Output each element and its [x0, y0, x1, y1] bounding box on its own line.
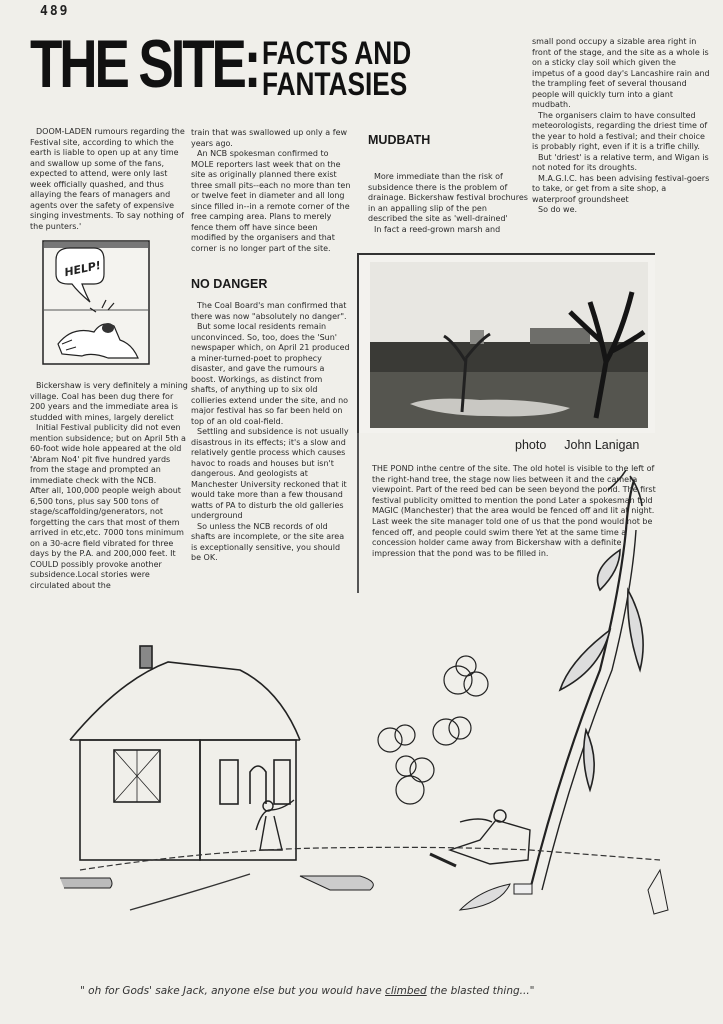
leaf — [628, 590, 643, 670]
beanstalk-stem — [530, 480, 634, 890]
help-cartoon — [42, 240, 150, 365]
paragraph: DOOM-LADEN rumours regarding the Festival site, according to which the earth is liable to open up at any time and swallow up some of the fans, expected to attend, were only last week officially quashed, and thus allaying the fears of managers and agents over the safety of expensive singing investments. To say nothing of the punters.' — [30, 127, 185, 231]
leaf — [584, 730, 594, 790]
speech-text: HELP! — [63, 258, 103, 280]
headline-sub-line1: FACTS AND — [262, 35, 412, 71]
man-head — [494, 810, 506, 822]
paragraph: In fact a reed-grown marsh and — [374, 224, 501, 234]
paragraph: More immediate than the risk of subsidence there is the problem of drainage. Bickershaw festival brochures in an appalling slip of the pen described the site as 'well-drained' — [368, 172, 528, 223]
paragraph: M.A.G.I.C. has been advising festival-goers to take, or get from a site shop, a waterproof groundsheet — [532, 173, 710, 204]
woman-figure — [256, 800, 294, 850]
cottage — [70, 646, 300, 860]
paragraph: But some local residents remain unconvinced. So, too, does the 'Sun' newspaper which, on April 21 produced a miner-turned-poet to prophecy disaster, and gave the rumours a boost. Workings, as distinct from shafts, of anything up to six old collieries extend under the site, and no major festival has so far been held on top of an old coal-field. — [191, 322, 350, 426]
paragraph: small pond occupy a sizable area right in front of the stage, and the site as a whole is on a sticky clay soil which given the impetus of a good day's Lancashire rain and the trampling feet of several thousand people will quickly turn into a giant mudbath. — [532, 37, 710, 109]
woman — [256, 800, 294, 850]
path-line — [130, 874, 250, 910]
column-3-body — [368, 172, 528, 235]
paragraph: After all, 100,000 people weigh about 6,500 tons, plus say 500 tons of stage/scaffolding/generators, not forgetting the cars that most of them arrived in etc,etc. 7000 tons minimum on a 30-acre field vibrated for three days by the P.A. and 200,000 feet. It COULD possibly provoke another subsidence.Local stories were circulated about the — [30, 486, 184, 590]
caption-before: " oh for Gods' sake Jack, anyone else but you would have — [80, 985, 386, 997]
window-right-1 — [220, 760, 238, 804]
seated-man — [430, 810, 530, 866]
paragraph: Settling and subsidence is not usually disastrous in its effects; it's a slow and relatively gentle process which causes havoc to roads and houses but isn't dangerous. And geologists at Manchester University reckoned that it would take more than a few thousand watts of PA to disturb the old galleries underground — [191, 427, 349, 520]
beanstalk-top — [608, 470, 642, 506]
cartoon-shading — [44, 242, 148, 248]
headline-sub — [262, 35, 412, 102]
column-1-intro — [30, 127, 188, 232]
paragraph: So do we. — [538, 205, 578, 214]
heading-mudbath: MUDBATH — [368, 133, 431, 147]
heading-no-danger: NO DANGER — [191, 277, 268, 291]
cottage-wall-left — [80, 740, 200, 860]
headline-main: THE SITE: — [30, 26, 259, 102]
chimney — [140, 646, 152, 668]
smoke-clouds — [378, 656, 488, 804]
roof-outline — [70, 662, 300, 740]
beanstalk-cartoon — [60, 470, 680, 950]
cottage-wall-right — [200, 740, 296, 860]
headline-sub-line2: FANTASIES — [262, 66, 408, 102]
pipe — [460, 819, 492, 822]
box — [514, 884, 532, 894]
page-number: 489 — [40, 4, 70, 19]
photo-credit-label: photo — [515, 438, 547, 452]
woman-head — [263, 801, 273, 811]
distant-buildings — [530, 328, 590, 344]
shouting-mouth — [102, 323, 114, 333]
cartoon-caption — [80, 985, 640, 997]
beanstalk-stem-inner — [542, 530, 636, 890]
artist-signature — [648, 870, 668, 914]
paragraph: The Coal Board's man confirmed that there was now "absolutely no danger". — [191, 301, 347, 321]
leaf — [598, 550, 621, 590]
caption-after: the blasted thing..." — [426, 985, 535, 997]
paragraph: The organisers claim to have consulted meteorologists, regarding the driest time of the year to hold a festival; and their choice is probably right, even if it is a trifle chilly. — [532, 110, 708, 151]
window-lattice — [114, 750, 160, 802]
paragraph: Initial Festival publicity did not even mention subsidence; but on April 5th a 60-foot wide hole appeared at the old 'Abram No4' pit five hundred yards from the stage and prompted an immediate check with the NCB. — [30, 423, 186, 485]
paragraph: An NCB spokesman confirmed to MOLE reporters last week that on the site as originally planned there exist three small pits--each no more than ten or twelve feet in diameter and all long since filled in--in a remote corner of the free camping area. Plans to merely fence them off have since been modified by the organisers and that corner is no longer part of the site. — [191, 149, 351, 253]
man-body — [450, 820, 530, 864]
column-2-intro — [191, 128, 351, 254]
pond-edge — [60, 878, 112, 888]
man-boot — [430, 854, 456, 866]
photo-caption: THE POND inthe centre of the site. The old hotel is visible to the left of the right-hand tree, the stage now lies between it and the camera viewpoint. Part of the reed bed can be seen beyond the pond. The first festival publicity omitted to mention the pond Later a spokesman told MAGIC (Manchester) that the area would be fenced off and lit at night. Last week the site manager told one of us that the pond would not be fenced off, and people could swim there Yet at the same time a concession holder came away from Bickershaw with a definite impression that the pond was to be filled in. — [372, 464, 656, 558]
paragraph: But 'driest' is a relative term, and Wigan is not noted for its droughts. — [532, 152, 709, 172]
pond-photo — [370, 262, 648, 428]
column-4-body — [532, 37, 710, 216]
paragraph: train that was swallowed up only a few years ago. — [191, 128, 348, 148]
arched-door — [250, 766, 266, 804]
fallen-leaf — [460, 884, 510, 910]
photo-credit — [515, 438, 657, 452]
window-right-2 — [274, 760, 290, 804]
photo-credit-name: John Lanigan — [564, 438, 640, 452]
paragraph: Bickershaw is very definitely a mining village. Coal has been dug there for 200 years and the immediate area is studded with mines, largely derelict — [30, 381, 188, 422]
paragraph: So unless the NCB records of old shafts are incomplete, or the site area is exceptionally sensitive, you should be OK. — [191, 521, 345, 562]
ground-line — [80, 847, 660, 870]
guitar — [300, 876, 373, 890]
caption-underlined: climbed — [385, 985, 427, 997]
